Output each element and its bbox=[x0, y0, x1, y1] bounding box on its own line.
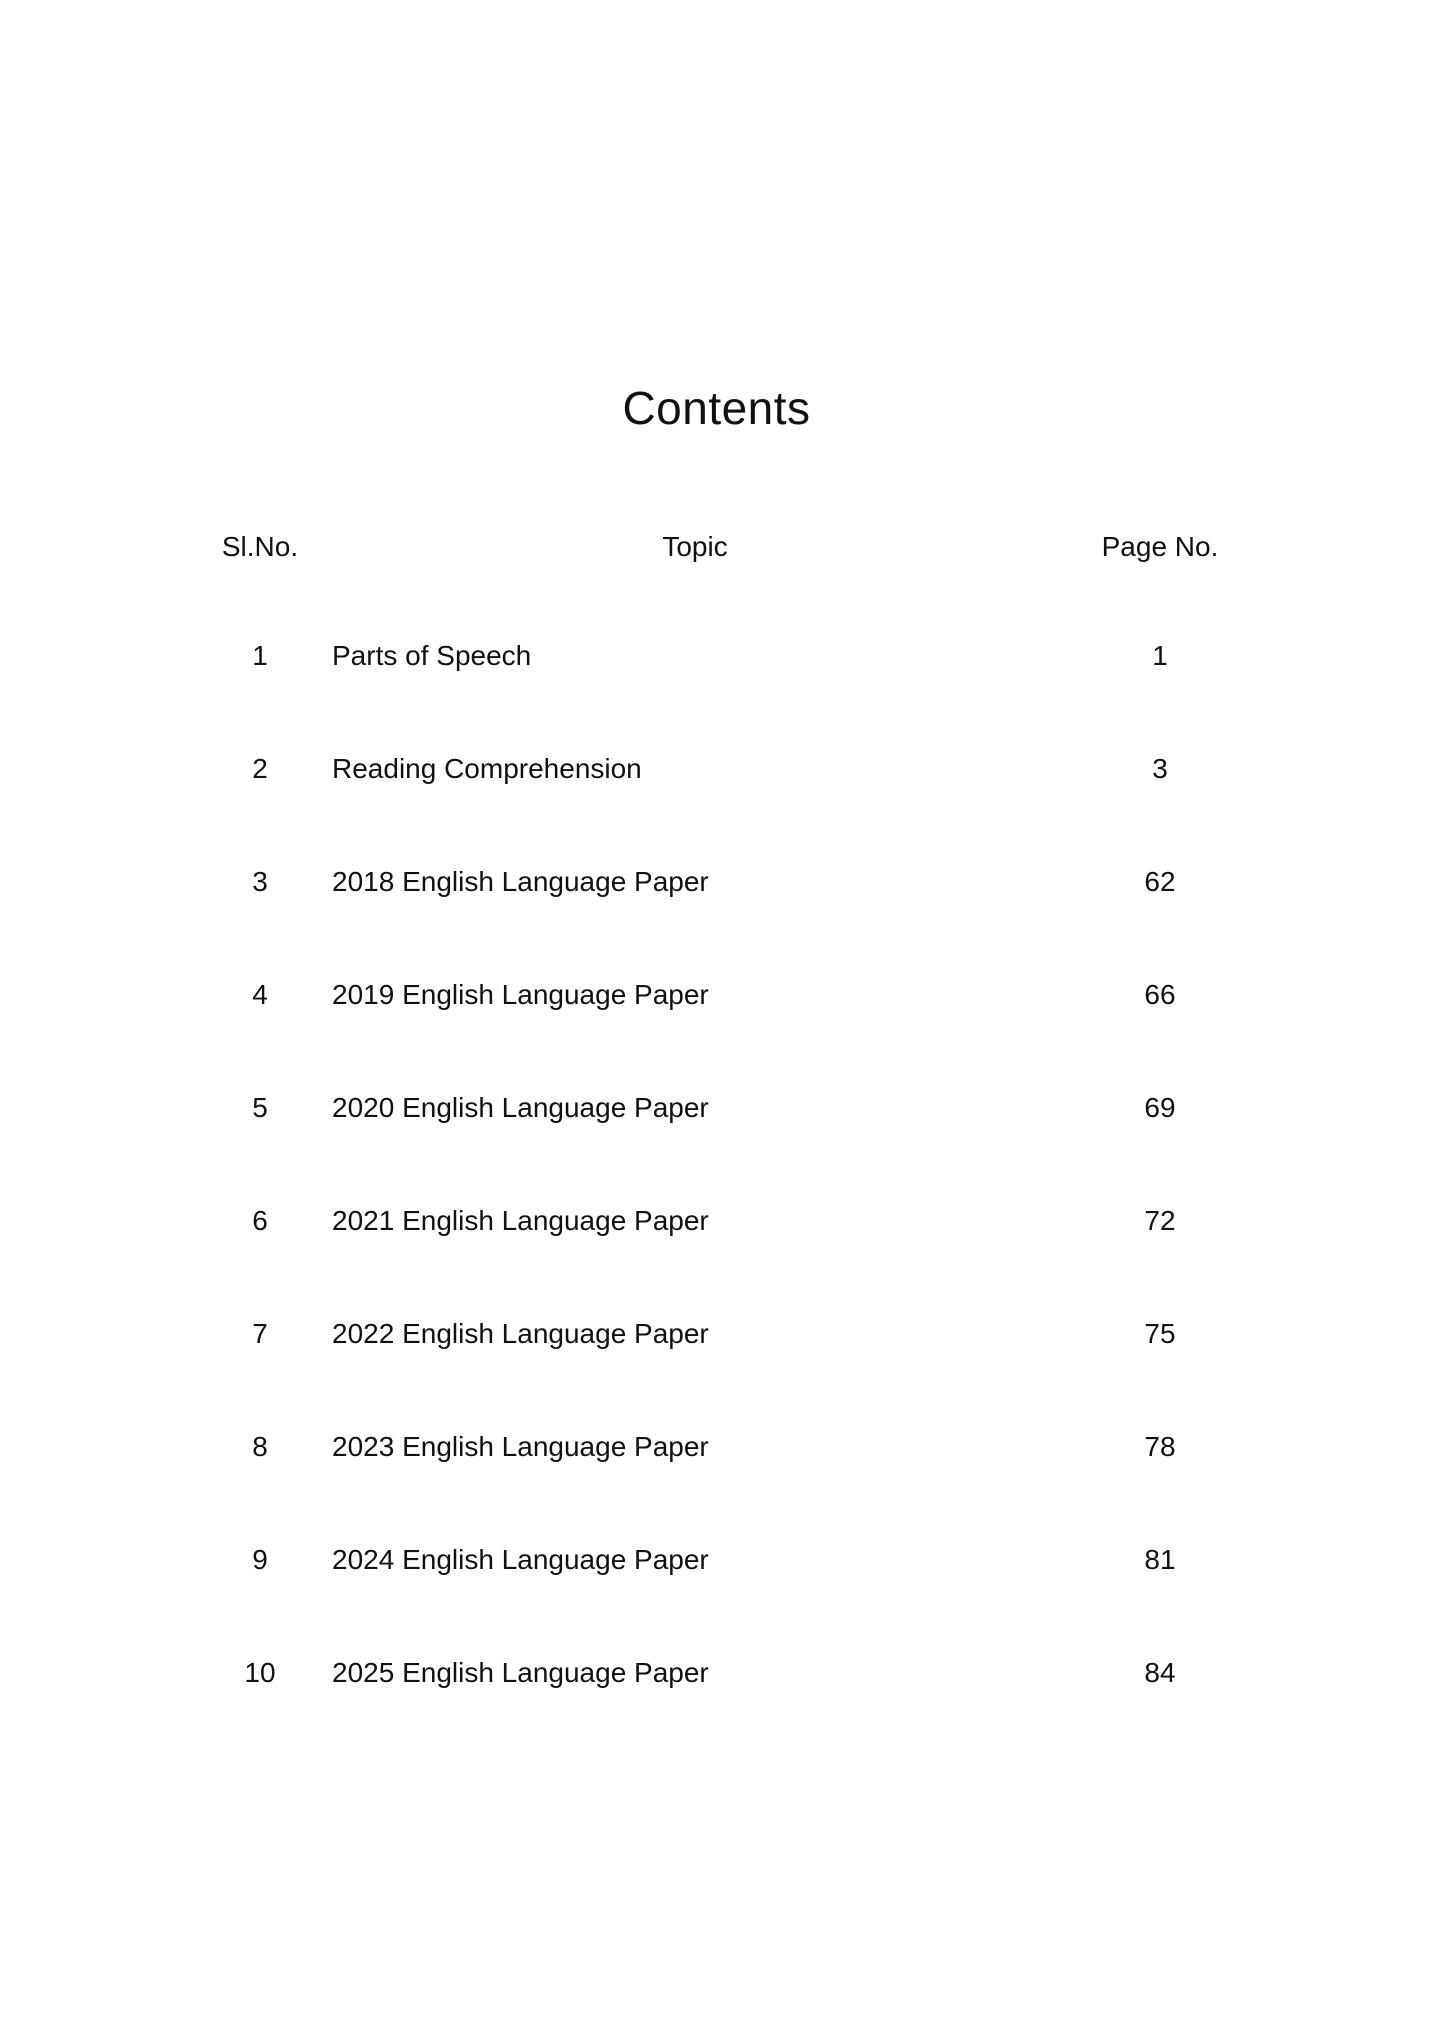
contents-row bbox=[0, 753, 1433, 866]
serial-number: 6 bbox=[252, 1205, 268, 1236]
topic-title: 2023 English Language Paper bbox=[332, 1431, 709, 1462]
table-header bbox=[0, 531, 1433, 571]
topic-title: 2020 English Language Paper bbox=[332, 1092, 709, 1123]
page-number: 81 bbox=[1144, 1544, 1176, 1575]
contents-row bbox=[0, 866, 1433, 979]
serial-number: 5 bbox=[252, 1092, 268, 1123]
topic-title: 2022 English Language Paper bbox=[332, 1318, 709, 1349]
page-number: 72 bbox=[1144, 1205, 1176, 1236]
column-header-page-no: Page No. bbox=[1101, 531, 1219, 562]
page-number: 1 bbox=[1152, 640, 1168, 671]
serial-number: 8 bbox=[252, 1431, 268, 1462]
serial-number: 2 bbox=[252, 753, 268, 784]
page-number: 3 bbox=[1152, 753, 1168, 784]
contents-row bbox=[0, 1092, 1433, 1205]
topic-title: 2018 English Language Paper bbox=[332, 866, 709, 897]
page-number: 84 bbox=[1144, 1657, 1176, 1688]
serial-number: 4 bbox=[252, 979, 268, 1010]
contents-row bbox=[0, 1657, 1433, 1770]
topic-title: Parts of Speech bbox=[332, 640, 532, 671]
topic-title: 2025 English Language Paper bbox=[332, 1657, 709, 1688]
page-number: 66 bbox=[1144, 979, 1176, 1010]
page-number: 69 bbox=[1144, 1092, 1176, 1123]
page-number: 62 bbox=[1144, 866, 1176, 897]
serial-number: 3 bbox=[252, 866, 268, 897]
column-header-sl-no: Sl.No. bbox=[221, 531, 299, 562]
topic-title: 2024 English Language Paper bbox=[332, 1544, 709, 1575]
column-header-topic: Topic bbox=[662, 531, 728, 562]
topic-title: Reading Comprehension bbox=[332, 753, 642, 784]
topic-title: 2019 English Language Paper bbox=[332, 979, 709, 1010]
page-number: 78 bbox=[1144, 1431, 1176, 1462]
contents-row bbox=[0, 979, 1433, 1092]
contents-row bbox=[0, 1544, 1433, 1657]
contents-row bbox=[0, 640, 1433, 753]
contents-row bbox=[0, 1205, 1433, 1318]
serial-number: 7 bbox=[252, 1318, 268, 1349]
serial-number: 10 bbox=[244, 1657, 276, 1688]
page-number: 75 bbox=[1144, 1318, 1176, 1349]
contents-row bbox=[0, 1431, 1433, 1544]
serial-number: 9 bbox=[252, 1544, 268, 1575]
contents-row bbox=[0, 1318, 1433, 1431]
topic-title: 2021 English Language Paper bbox=[332, 1205, 709, 1236]
page-title: Contents bbox=[622, 382, 811, 434]
serial-number: 1 bbox=[252, 640, 268, 671]
contents-list bbox=[0, 640, 1433, 1770]
